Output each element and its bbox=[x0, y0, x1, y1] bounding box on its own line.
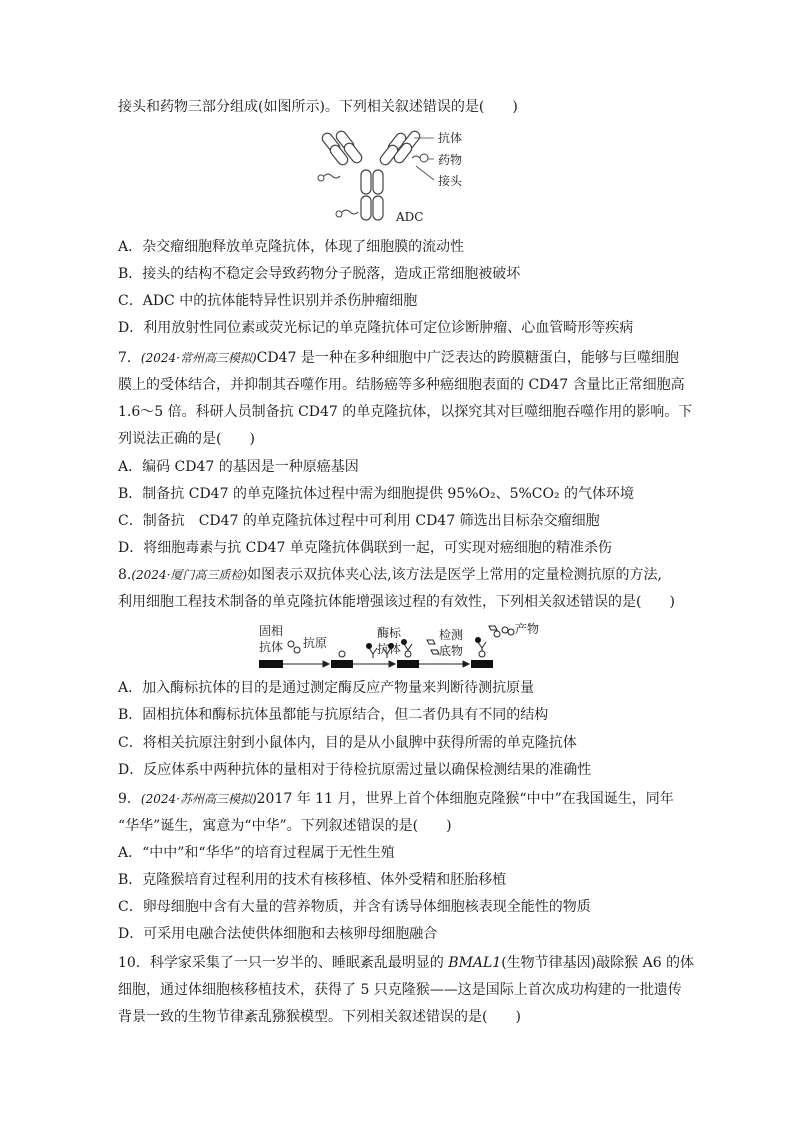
q7-stem-line1 bbox=[118, 348, 679, 368]
q7-stem-line4: 列说法正确的是( ) bbox=[118, 431, 255, 447]
q10-stem-line2: 细胞，通过体细胞核移植技术，获得了 5 只克隆猴——这是国际上首次成功构建的一批遗传 bbox=[118, 982, 682, 998]
q7-stem-text: CD47 是一种在多种细胞中广泛表达的跨膜糖蛋白，能够与巨噬细胞 bbox=[256, 350, 679, 366]
q8-option-b: B．固相抗体和酶标抗体虽都能与抗原结合，但二者仍具有不同的结构 bbox=[118, 707, 549, 723]
q8-source: (2024·厦门高三质检) bbox=[131, 568, 248, 582]
q7-number: 7． bbox=[118, 350, 141, 366]
q10-stem-b: (生物节律基因)敲除猴 A6 的体 bbox=[501, 955, 695, 971]
label-fixed: 固相 bbox=[259, 624, 284, 638]
q7-source: (2024·常州高三模拟) bbox=[140, 351, 257, 365]
q10-stem-line3: 背景一致的生物节律紊乱猕猴模型。下列相关叙述错误的是( ) bbox=[118, 1009, 521, 1025]
elisa-figure bbox=[253, 620, 553, 682]
q9-stem-text: 2017 年 11 月，世界上首个体细胞克隆猴“中中”在我国诞生，同年 bbox=[256, 791, 674, 807]
q6-option-b: B．接头的结构不稳定会导致药物分子脱落，造成正常细胞被破坏 bbox=[118, 266, 521, 282]
q7-option-a: A．编码 CD47 的基因是一种原癌基因 bbox=[118, 459, 359, 475]
label-drug: 药物 bbox=[438, 153, 463, 167]
q10-stem-a: 科学家采集了一只一岁半的、睡眠紊乱最明显的 bbox=[149, 955, 449, 971]
label-enzyme-antibody: 抗体 bbox=[377, 642, 402, 656]
q7-option-d: D．将细胞毒素与抗 CD47 单克隆抗体偶联到一起，可实现对癌细胞的精准杀伤 bbox=[118, 540, 612, 556]
q8-option-c: C．将相关抗原注射到小鼠体内，目的是从小鼠脾中获得所需的单克隆抗体 bbox=[118, 735, 577, 751]
q9-stem-line1 bbox=[118, 789, 674, 809]
q9-stem-line2: “华华”诞生，寓意为“中华”。下列叙述错误的是( ) bbox=[118, 818, 452, 834]
label-enzyme: 酶标 bbox=[377, 626, 402, 640]
q8-stem-text: 如图表示双抗体夹心法,该方法是医学上常用的定量检测抗原的方法, bbox=[247, 567, 662, 583]
adc-figure bbox=[312, 126, 512, 230]
q10-stem-line1 bbox=[118, 953, 694, 973]
q7-option-b: B．制备抗 CD47 的单克隆抗体过程中需为细胞提供 95%O₂、5%CO₂ 的气体环境 bbox=[118, 486, 635, 502]
q6-stem: 接头和药物三部分组成(如图所示)。下列相关叙述错误的是( ) bbox=[118, 99, 518, 115]
q7-option-c: C．制备抗 CD47 的单克隆抗体过程中可利用 CD47 筛选出目标杂交瘤细胞 bbox=[118, 513, 600, 529]
label-substrate: 底物 bbox=[439, 644, 464, 658]
q9-number: 9． bbox=[118, 791, 141, 807]
label-product: 产物 bbox=[515, 622, 540, 636]
q9-option-c: C．卵母细胞中含有大量的营养物质，并含有诱导体细胞核表现全能性的物质 bbox=[118, 899, 591, 915]
q6-option-a: A．杂交瘤细胞释放单克隆抗体，体现了细胞膜的流动性 bbox=[118, 239, 465, 255]
q9-option-b: B．克隆猴培育过程利用的技术有核移植、体外受精和胚胎移植 bbox=[118, 872, 507, 888]
q10-gene: BMAL1 bbox=[448, 955, 502, 971]
label-fixed-antibody: 抗体 bbox=[259, 640, 284, 654]
q10-number: 10． bbox=[118, 955, 150, 971]
q8-stem-line2: 利用细胞工程技术制备的单克隆抗体能增强该过程的有效性，下列相关叙述错误的是( ) bbox=[118, 594, 675, 610]
label-antibody: 抗体 bbox=[438, 131, 463, 145]
label-antigen: 抗原 bbox=[303, 636, 328, 650]
q8-number: 8. bbox=[118, 567, 132, 583]
q8-stem-line1 bbox=[118, 565, 662, 585]
label-detect: 检测 bbox=[439, 628, 464, 642]
q8-option-a: A．加入酶标抗体的目的是通过测定酶反应产物量来判断待测抗原量 bbox=[118, 680, 535, 696]
elisa-diagram-icon bbox=[253, 620, 553, 682]
q9-option-a: A．“中中”和“华华”的培育过程属于无性生殖 bbox=[118, 845, 395, 861]
q9-source: (2024·苏州高三模拟) bbox=[140, 792, 257, 806]
q6-option-d: D．利用放射性同位素或荧光标记的单克隆抗体可定位诊断肿瘤、心血管畸形等疾病 bbox=[118, 320, 634, 336]
q7-stem-line3: 1.6～5 倍。科研人员制备抗 CD47 的单克隆抗体，以探究其对巨噬细胞吞噬作用的影响。下 bbox=[118, 404, 693, 420]
q6-option-c: C．ADC 中的抗体能特异性识别并杀伤肿瘤细胞 bbox=[118, 293, 418, 309]
q9-option-d: D．可采用电融合法使供体细胞和去核卵母细胞融合 bbox=[118, 926, 438, 942]
q7-stem-line2: 膜上的受体结合，并抑制其吞噬作用。结肠癌等多种癌细胞表面的 CD47 含量比正常细胞高 bbox=[118, 377, 685, 393]
q8-option-d: D．反应体系中两种抗体的量相对于待检抗原需过量以确保检测结果的准确性 bbox=[118, 762, 592, 778]
label-linker: 接头 bbox=[438, 174, 463, 188]
adc-caption: ADC bbox=[396, 210, 424, 224]
